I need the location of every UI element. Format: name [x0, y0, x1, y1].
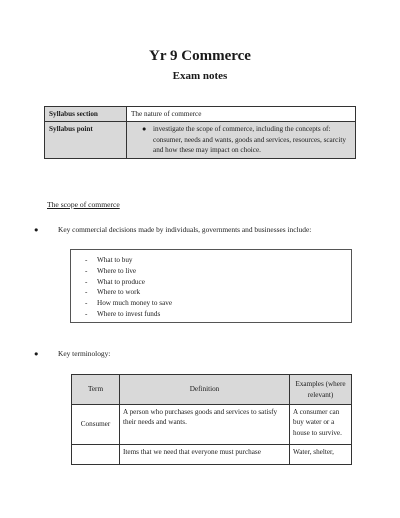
terminology-header-row [72, 375, 352, 405]
dash-icon: - [85, 277, 88, 286]
dash-icon: - [85, 266, 88, 275]
syllabus-section-label: Syllabus section [45, 107, 127, 122]
list-item-text: What to produce [97, 277, 145, 286]
examples-cell: A consumer can buy water or a house to survive. [290, 405, 352, 445]
list-item [85, 298, 351, 309]
header-examples: Examples (where relevant) [290, 375, 352, 405]
list-item [85, 277, 351, 288]
term-cell: Consumer [72, 405, 120, 445]
definition-cell: Items that we need that everyone must purchase [120, 445, 290, 465]
terminology-table [71, 374, 352, 465]
dash-icon: - [85, 256, 88, 264]
list-item-text: How much money to save [97, 299, 173, 308]
list-item-text: Where to live [97, 266, 137, 275]
bullet-icon: ● [34, 349, 39, 358]
list-item-text: Where to work [97, 288, 141, 297]
list-item [85, 287, 351, 298]
syllabus-point-value: investigate the scope of commerce, including the concepts of: consumer, needs and wants, goods and services, resources, scarcity and how these may impact on choice. [153, 125, 346, 155]
syllabus-section-value: The nature of commerce [127, 107, 356, 122]
list-item [85, 309, 351, 320]
syllabus-row-point [45, 122, 356, 158]
term-cell [72, 445, 120, 465]
terminology-bullet [34, 349, 111, 358]
page-title: Yr 9 Commerce [149, 48, 251, 64]
bullet-icon: ● [34, 225, 39, 234]
table-row [72, 405, 352, 445]
syllabus-table [44, 106, 356, 159]
decisions-bullet-text: Key commercial decisions made by individuals, governments and businesses include: [58, 225, 312, 234]
list-item-text: What to buy [97, 256, 133, 264]
list-item [85, 255, 351, 266]
syllabus-point-label: Syllabus point [45, 122, 127, 158]
dash-icon: - [85, 309, 88, 318]
decisions-box [70, 249, 352, 323]
list-item [85, 266, 351, 277]
table-row [72, 445, 352, 465]
definition-cell: A person who purchases goods and services to satisfy their needs and wants. [120, 405, 290, 445]
header-definition: Definition [120, 375, 290, 405]
list-item-text: Where to invest funds [97, 309, 161, 318]
page-subtitle: Exam notes [172, 70, 228, 82]
decisions-list [71, 250, 351, 320]
examples-cell: Water, shelter, [290, 445, 352, 465]
bullet-icon: ● [142, 125, 147, 134]
header-term: Term [72, 375, 120, 405]
terminology-bullet-text: Key terminology: [58, 349, 111, 358]
syllabus-point-cell [127, 122, 356, 158]
decisions-bullet [34, 225, 358, 234]
section-heading: The scope of commerce [47, 200, 120, 209]
syllabus-row-section [45, 107, 356, 122]
dash-icon: - [85, 288, 88, 297]
dash-icon: - [85, 299, 88, 308]
